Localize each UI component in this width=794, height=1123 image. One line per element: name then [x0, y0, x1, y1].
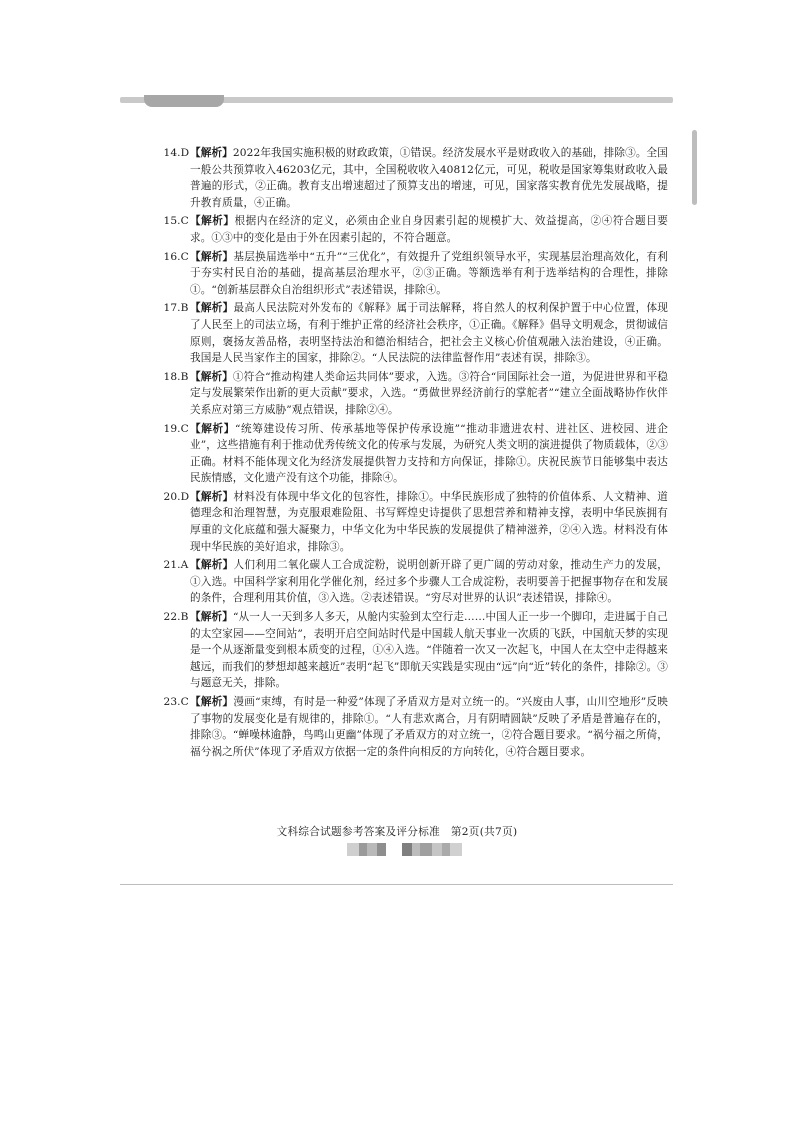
analysis-tag: 【解析】 [190, 302, 234, 315]
answer-item-18 [164, 369, 668, 419]
scrollbar-thumb[interactable] [692, 130, 697, 205]
question-number: 21.A [163, 559, 189, 572]
question-number: 18.B [163, 370, 189, 383]
answer-text: ①符合“推动构建人类命运共同体”要求，入选。③符合“同国际社会一道，为促进世界和平稳定与发展繁荣作出新的更大贡献”要求，入选。“勇做世界经济前行的掌舵者”“建立全面战略协作伙伴关系应对第三方威胁”观点错误，排除②④。 [190, 370, 668, 416]
question-number: 20.D [163, 490, 190, 503]
answer-text: 最高人民法院对外发布的《解释》属于司法解释，将自然人的权利保护置于中心位置，体现了人民至上的司法立场，有利于维护正常的经济社会秩序，①正确。《解释》倡导文明观念，贯彻诚信原则，褒扬友善品格，表明坚持法治和德治相结合，把社会主义核心价值观融入法治建设，④正确。我国是人民当家作主的国家，排除②。“人民法院的法律监督作用”表述有误，排除③。 [190, 302, 669, 365]
answer-item-20 [164, 489, 668, 555]
analysis-tag: 【解析】 [190, 147, 233, 159]
answer-item-15 [164, 213, 668, 246]
answer-list [164, 145, 668, 762]
bottom-divider [120, 884, 673, 885]
question-number: 22.B [163, 611, 189, 624]
analysis-tag: 【解析】 [190, 490, 234, 503]
analysis-tag: 【解析】 [190, 611, 233, 624]
analysis-tag: 【解析】 [190, 422, 235, 435]
question-number: 19.C [163, 422, 189, 435]
answer-item-17 [164, 300, 668, 366]
answer-item-22 [164, 609, 668, 692]
answer-text: 材料没有体现中华文化的包容性，排除①。中华民族形成了独特的价值体系、人文精神、道德理念和治理智慧，为克服艰难险阻、书写辉煌史诗提供了思想营养和精神支撑，表明中华民族拥有厚重的文化底蕴和强大凝聚力，中华文化为中华民族的发展提供了精神滋养，②④入选。材料没有体现中华民族的美好追求，排除③。 [190, 490, 669, 553]
answer-text: “统筹建设传习所、传承基地等保护传承设施”“推动非遗进农村、进社区、进校园、进企业”，这些措施有利于推动优秀传统文化的传承与发展，为研究人类文明的演进提供了物质载体，②③正确。材料不能体现文化为经济发展提供智力支持和方向保证，排除①。庆祝民族节日能够集中表达民族情感，文化遗产没有这个功能，排除④。 [190, 422, 668, 485]
page-tab-handle[interactable] [144, 95, 224, 107]
analysis-tag: 【解析】 [190, 250, 234, 263]
answer-text: 基层换届选举中“五升”“三优化”，有效提升了党组织领导水平，实现基层治理高效化，有利于夯实村民自治的基础，提高基层治理水平，②③正确。等额选举有利于选举结构的合理性，排除①。“创新基层群众自治组织形式”表述错误，排除④。 [190, 250, 668, 296]
blurred-code-right [402, 843, 462, 856]
question-number: 23.C [163, 696, 189, 708]
answer-text: 根据内在经济的定义，必须由企业自身因素引起的规模扩大、效益提高，②④符合题目要求。①③中的变化是由于外在因素引起的，不符合题意。 [190, 215, 668, 244]
answer-text: 漫画“束缚，有时是一种爱”体现了矛盾双方是对立统一的。“兴废由人事，山川空地形”反映了事物的发展变化是有规律的，排除①。“人有悲欢离合，月有阴晴圆缺”反映了矛盾是普遍存在的，排除③。“蝉噪林逾静，鸟鸣山更幽”体现了矛盾双方的对立统一，②符合题目要求。“祸兮福之所倚，福兮祸之所伏”体现了矛盾双方依据一定的条件向相反的方向转化，④符合题目要求。 [190, 696, 668, 758]
answer-item-19 [164, 421, 668, 487]
question-number: 14.D [163, 147, 190, 159]
page-footer: 文科综合试题参考答案及评分标准 第2页(共7页) [276, 826, 518, 838]
analysis-tag: 【解析】 [190, 559, 234, 572]
question-number: 17.B [163, 302, 189, 315]
answer-item-14 [164, 145, 668, 211]
analysis-tag: 【解析】 [190, 370, 233, 383]
blurred-code-left [347, 843, 386, 856]
answer-item-21 [164, 557, 668, 607]
analysis-tag: 【解析】 [190, 215, 235, 228]
question-number: 16.C [163, 250, 189, 263]
answer-item-23 [164, 694, 668, 760]
answer-text: 人们利用二氧化碳人工合成淀粉，说明创新开辟了更广阔的劳动对象，推动生产力的发展，①入选。中国科学家利用化学催化剂，经过多个步骤人工合成淀粉，表明要善于把握事物存在和发展的条件，合理利用其价值，③入选。②表述错误。“穷尽对世界的认识”表述错误，排除④。 [190, 559, 669, 605]
answer-text: 2022年我国实施积极的财政政策，①错误。经济发展水平是财政收入的基础，排除③。全国一般公共预算收入46203亿元，其中，全国税收收入40812亿元，可见，税收是国家筹集财政收入最普遍的形式，②正确。教育支出增速超过了预算支出的增速，可见，国家落实教育优先发展战略，提升教育质量，④正确。 [190, 147, 668, 209]
question-number: 15.C [163, 215, 189, 228]
analysis-tag: 【解析】 [190, 696, 234, 708]
answer-text: “从一人一天到多人多天，从舱内实验到太空行走……中国人正一步一个脚印，走进属于自己的太空家园——空间站”，表明开启空间站时代是中国载人航天事业一次质的飞跃，中国航天梦的实现是一个从逐渐量变到根本质变的过程，①④入选。“伴随着一次又一次起飞，中国人在太空中走得越来越远，而我们的梦想却越来越近”表明“起飞”即航天实践是实现由“远”向“近”转化的条件，排除②。③与题意无关，排除。 [190, 611, 669, 690]
answer-item-16 [164, 249, 668, 299]
